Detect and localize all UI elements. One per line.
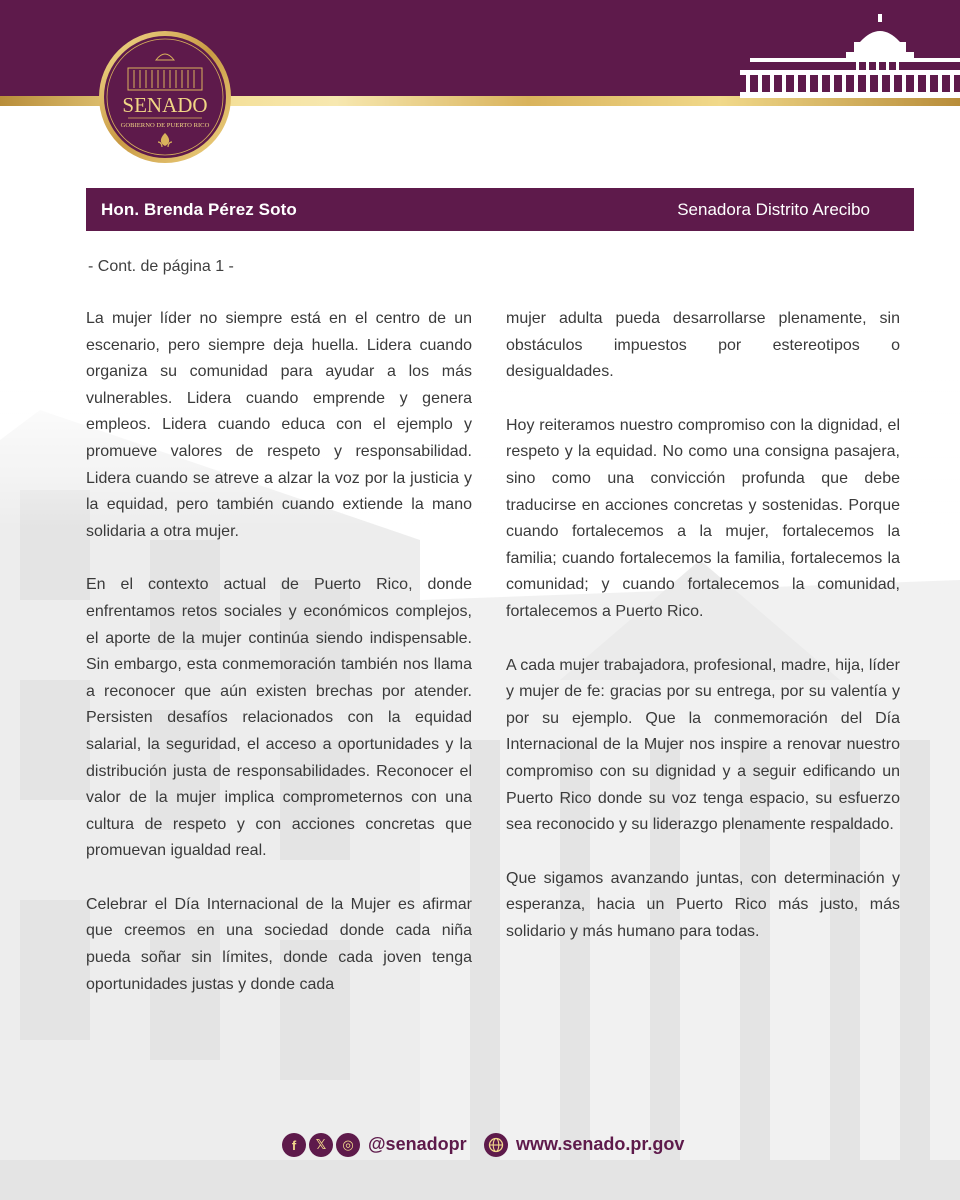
- author-title-bar: [86, 188, 914, 231]
- globe-icon: [484, 1133, 508, 1157]
- paragraph: Que sigamos avanzando juntas, con determinación y esperanza, hacia un Puerto Rico más justo, más solidario y más humano para todas.: [506, 869, 900, 940]
- paragraph: mujer adulta pueda desarrollarse plenamente, sin obstáculos impuestos por estereotipos o desigualdades.: [506, 310, 900, 381]
- capitol-building-icon: [740, 12, 960, 98]
- paragraph: A cada mujer trabajadora, profesional, madre, hija, líder y mujer de fe: gracias por su entrega, por su valentía y por su ejemplo. Que la conmemoración del Día Internacional de la Mujer nos inspire a renovar nuestro compromiso con su dignidad y a seguir edificando un Puerto Rico donde su voz tenga espacio, su esfuerzo sea reconocido y su liderazgo plenamente respaldado.: [506, 656, 900, 834]
- paragraph: La mujer líder no siempre está en el centro de un escenario, pero siempre deja huella. Lidera cuando organiza su comunidad para ayudar a los más vulnerables. Lidera cuando emprende y genera empleos. Lidera cuando educa con el ejemplo y promueve valores de respeto y responsabilidad. Lidera cuando se atreve a alzar la voz por la justicia y la equidad, pero también cuando extiende la mano solidaria a otra mujer.: [86, 310, 472, 540]
- continuation-note: - Cont. de página 1 -: [88, 258, 234, 275]
- x-icon[interactable]: 𝕏: [309, 1133, 333, 1157]
- footer: [0, 1132, 960, 1160]
- senado-seal-logo: [98, 30, 232, 164]
- article-left-column: [86, 306, 472, 1025]
- facebook-icon[interactable]: f: [282, 1133, 306, 1157]
- article-right-column: [506, 306, 900, 972]
- social-handle[interactable]: @senadopr: [368, 1134, 467, 1154]
- author-role: Senadora Distrito Arecibo: [677, 199, 870, 219]
- paragraph: Celebrar el Día Internacional de la Mujer es afirmar que creemos en una sociedad donde cada niña pueda soñar sin límites, donde cada joven tenga oportunidades justas y donde cada: [86, 895, 472, 993]
- seal-subtitle: GOBIERNO DE PUERTO RICO: [120, 122, 210, 129]
- instagram-icon[interactable]: ◎: [336, 1133, 360, 1157]
- author-name: Hon. Brenda Pérez Soto: [101, 199, 297, 219]
- website-link[interactable]: www.senado.pr.gov: [516, 1134, 685, 1154]
- paragraph: Hoy reiteramos nuestro compromiso con la dignidad, el respeto y la equidad. No como una consigna pasajera, sino como una convicción profunda que debe traducirse en acciones concretas y sostenidas. Porque cuando fortalecemos a la mujer, fortalecemos la familia; cuando fortalecemos la familia, fortalecemos la comunidad; y cuando fortalecemos la comunidad, fortalecemos a Puerto Rico.: [506, 416, 900, 620]
- seal-title: SENADO: [122, 93, 208, 117]
- paragraph: En el contexto actual de Puerto Rico, donde enfrentamos retos sociales y económicos complejos, el aporte de la mujer continúa siendo indispensable. Sin embargo, esta conmemoración también nos llama a reconocer que aún existen brechas por atender. Persisten desafíos relacionados con la equidad salarial, la seguridad, el acceso a oportunidades y la distribución justa de responsabilidades. Reconocer el valor de la mujer implica comprometernos con una cultura de respeto y con acciones concretas que promuevan igualdad real.: [86, 576, 472, 860]
